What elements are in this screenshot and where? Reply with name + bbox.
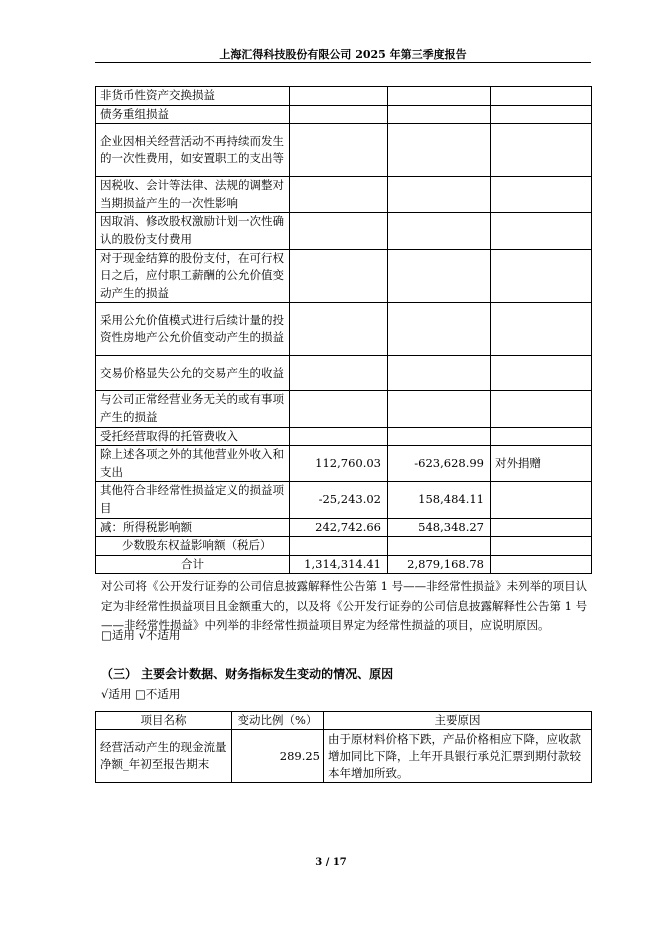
row-year-to-date: -623,628.99 [388,446,491,482]
row-item: 交易价格显失公允的交易产生的收益 [96,356,290,391]
row-current-period [290,427,388,446]
row-current-period [290,391,388,427]
row-current-period [290,105,388,124]
row-current-period [290,213,388,249]
page-header-title: 上海汇得科技股份有限公司 2025 年第三季度报告 [219,48,467,61]
row-note [491,124,592,177]
row-note [491,213,592,249]
table-row [96,518,592,537]
row-year-to-date [388,213,491,249]
header-item-name: 项目名称 [96,712,232,730]
table-row [96,391,592,427]
table-row [96,105,592,124]
table-row [96,249,592,303]
row-year-to-date: 548,348.27 [388,518,491,537]
row-current-period: 242,742.66 [290,518,388,537]
row-item: 减：所得税影响额 [96,518,290,537]
row-note [491,87,592,106]
table-row [96,730,592,783]
row-note [491,537,592,556]
row-year-to-date [388,303,491,356]
row-year-to-date [388,105,491,124]
table-row [96,356,592,391]
row-note [491,518,592,537]
table-row [96,303,592,356]
row-item-name: 经营活动产生的现金流量净额_年初至报告期末 [96,730,232,783]
row-change-ratio: 289.25 [232,730,324,783]
row-item: 除上述各项之外的其他营业外收入和支出 [96,446,290,482]
table-row [96,446,592,482]
applicability-checkbox-1: □适用 √不适用 [101,628,181,642]
row-year-to-date [388,249,491,303]
table-row [96,124,592,177]
row-current-period: 112,760.03 [290,446,388,482]
row-item: 受托经营取得的托管费收入 [96,427,290,446]
table-row [96,213,592,249]
section-3-title: （三） 主要会计数据、财务指标发生变动的情况、原因 [101,667,394,681]
header-rule [95,62,591,63]
row-current-period [290,177,388,213]
row-item: 其他符合非经常性损益定义的损益项目 [96,482,290,518]
row-current-period: 1,314,314.41 [290,555,388,574]
row-current-period [290,249,388,303]
row-note [491,177,592,213]
row-year-to-date [388,391,491,427]
row-note: 对外捐赠 [491,446,592,482]
row-current-period [290,87,388,106]
table-row [96,427,592,446]
table-header-row [96,712,592,730]
header-change-ratio: 变动比例（%） [232,712,324,730]
table-row [96,177,592,213]
row-item: 对于现金结算的股份支付，在可行权日之后，应付职工薪酬的公允价值变动产生的损益 [96,249,290,303]
row-item: 非货币性资产交换损益 [96,87,290,106]
table-row [96,482,592,518]
row-item: 采用公允价值模式进行后续计量的投资性房地产公允价值变动产生的损益 [96,303,290,356]
row-note [491,482,592,518]
non-recurring-gains-table [95,86,592,574]
row-note [491,249,592,303]
row-note [491,427,592,446]
row-year-to-date: 158,484.11 [388,482,491,518]
row-year-to-date [388,87,491,106]
row-item: 企业因相关经营活动不再持续而发生的一次性费用，如安置职工的支出等 [96,124,290,177]
row-item: 债务重组损益 [96,105,290,124]
row-main-reason: 由于原材料价格下跌，产品价格相应下降，应收款增加同比下降，上年开具银行承兑汇票到期付款较本年增加所致。 [324,730,592,783]
row-item: 因取消、修改股权激励计划一次性确认的股份支付费用 [96,213,290,249]
row-note [491,105,592,124]
row-item: 因税收、会计等法律、法规的调整对当期损益产生的一次性影响 [96,177,290,213]
table-row [96,537,592,556]
row-year-to-date [388,537,491,556]
row-note [491,391,592,427]
change-reasons-table [95,711,592,783]
table-row [96,87,592,106]
row-note [491,356,592,391]
row-current-period: -25,243.02 [290,482,388,518]
table-row [96,555,592,574]
row-current-period [290,356,388,391]
row-current-period [290,303,388,356]
row-item: 与公司正常经营业务无关的或有事项产生的损益 [96,391,290,427]
applicability-checkbox-2: √适用 □不适用 [101,687,181,701]
header-main-reason: 主要原因 [324,712,592,730]
row-year-to-date: 2,879,168.78 [388,555,491,574]
non-recurring-gains-body [96,87,592,574]
row-item: 合计 [96,555,290,574]
row-current-period [290,124,388,177]
row-current-period [290,537,388,556]
explanation-paragraph: 对公司将《公开发行证券的公司信息披露解释性公告第 1 号——非经常性损益》未列举的项目认定为非经常性损益项目且金额重大的，以及将《公开发行证券的公司信息披露解释性公告第 1 号——非经常性损益》中列举的非经常性损益项目界定为经常性损益的项目，应说明原因。 [101,579,588,632]
row-year-to-date [388,124,491,177]
row-item: 少数股东权益影响额（税后） [96,537,290,556]
row-year-to-date [388,177,491,213]
row-note [491,555,592,574]
page-number: 3 / 17 [315,857,347,868]
row-note [491,303,592,356]
row-year-to-date [388,356,491,391]
row-year-to-date [388,427,491,446]
